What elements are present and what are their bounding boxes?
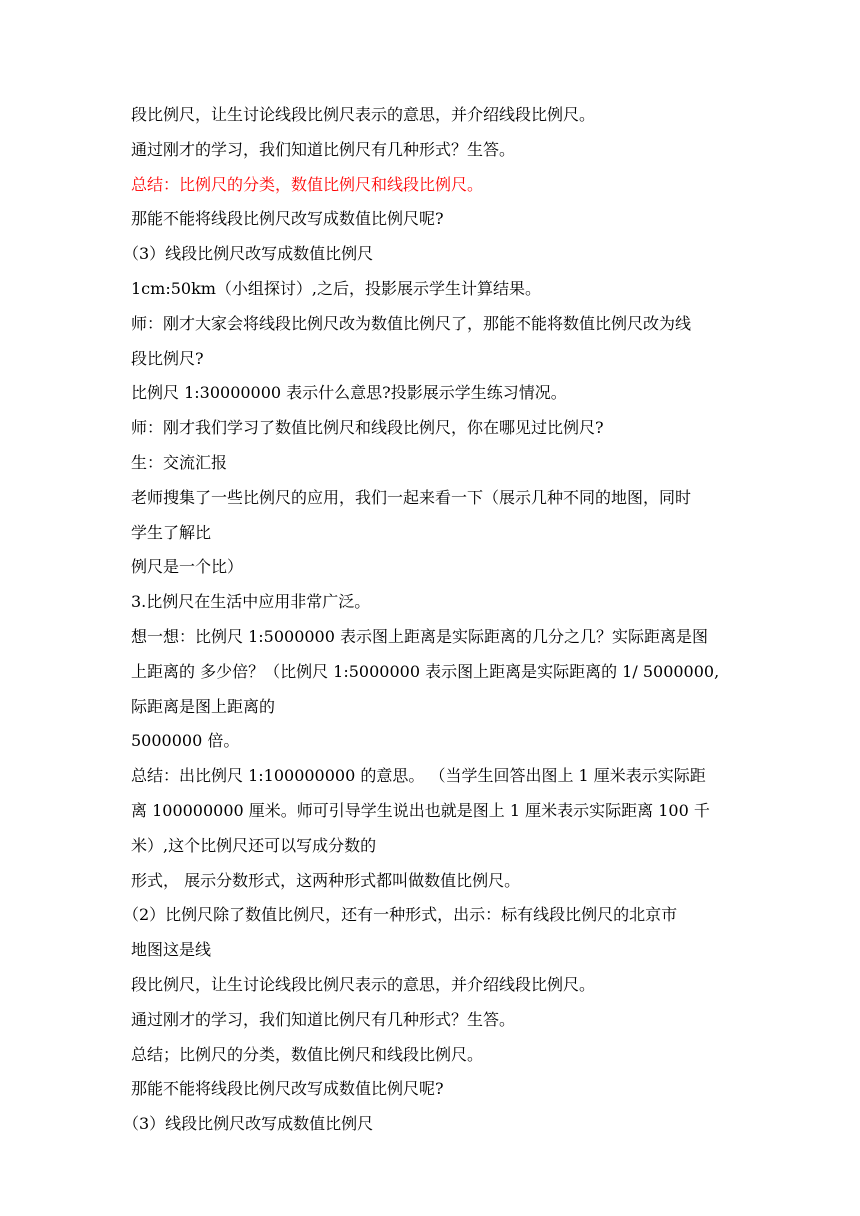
text-line: 学生了解比 [131,522,212,542]
text-line: 3.比例尺在生活中应用非常广泛。 [131,592,371,612]
text-line: 通过刚才的学习，我们知道比例尺有几种形式？生答。 [131,1009,516,1029]
text-line: 老师搜集了一些比例尺的应用，我们一起来看一下（展示几种不同的地图，同时 [131,487,692,507]
text-line: 总结：出比例尺 1:100000000 的意思。 （当学生回答出图上 1 厘米表示实际距 [131,766,706,786]
section-heading: （3）线段比例尺改写成数值比例尺 [123,244,374,264]
text-line: 总结；比例尺的分类，数值比例尺和线段比例尺。 [131,1044,484,1064]
section-heading: （2）比例尺除了数值比例尺，还有一种形式，出示：标有线段比例尺的北京市 [123,905,678,925]
text-line: 地图这是线 [131,940,212,960]
text-line: 师：刚才大家会将线段比例尺改为数值比例尺了，那能不能将数值比例尺改为线 [131,313,692,333]
text-line: 米）,这个比例尺还可以写成分数的 [131,835,377,855]
section-heading: （3）线段比例尺改写成数值比例尺 [123,1114,374,1134]
text-line: 想一想：比例尺 1:5000000 表示图上距离是实际距离的几分之几？实际距离是图 [131,626,709,646]
text-line: 那能不能将线段比例尺改写成数值比例尺呢? [131,1079,444,1099]
text-line: 例尺是一个比） [131,557,244,577]
text-line: 形式， 展示分数形式，这两种形式都叫做数值比例尺。 [131,870,521,890]
text-line: 上距离的 多少倍？（比例尺 1:5000000 表示图上距离是实际距离的 1/ 5000000, [131,661,720,681]
summary-line-highlighted: 总结：比例尺的分类，数值比例尺和线段比例尺。 [131,174,484,194]
text-line: 生：交流汇报 [131,452,228,472]
text-line: 5000000 倍。 [131,731,240,751]
text-line: 通过刚才的学习，我们知道比例尺有几种形式？生答。 [131,139,516,159]
text-line: 离 100000000 厘米。师可引导学生说出也就是图上 1 厘米表示实际距离 100 千 [131,800,710,820]
text-line: 段比例尺，让生讨论线段比例尺表示的意思，并介绍线段比例尺。 [131,105,596,124]
document-body [123,98,743,1142]
text-line: 段比例尺? [131,348,204,368]
text-line: 比例尺 1:30000000 表示什么意思?投影展示学生练习情况。 [131,383,567,403]
text-line: 际距离是图上距离的 [131,696,276,716]
text-line: 1cm:50km（小组探讨）,之后，投影展示学生计算结果。 [131,278,542,298]
text-line: 师：刚才我们学习了数值比例尺和线段比例尺，你在哪见过比例尺? [131,418,604,438]
text-line: 那能不能将线段比例尺改写成数值比例尺呢? [131,209,444,229]
text-line: 段比例尺，让生讨论线段比例尺表示的意思，并介绍线段比例尺。 [131,974,596,994]
